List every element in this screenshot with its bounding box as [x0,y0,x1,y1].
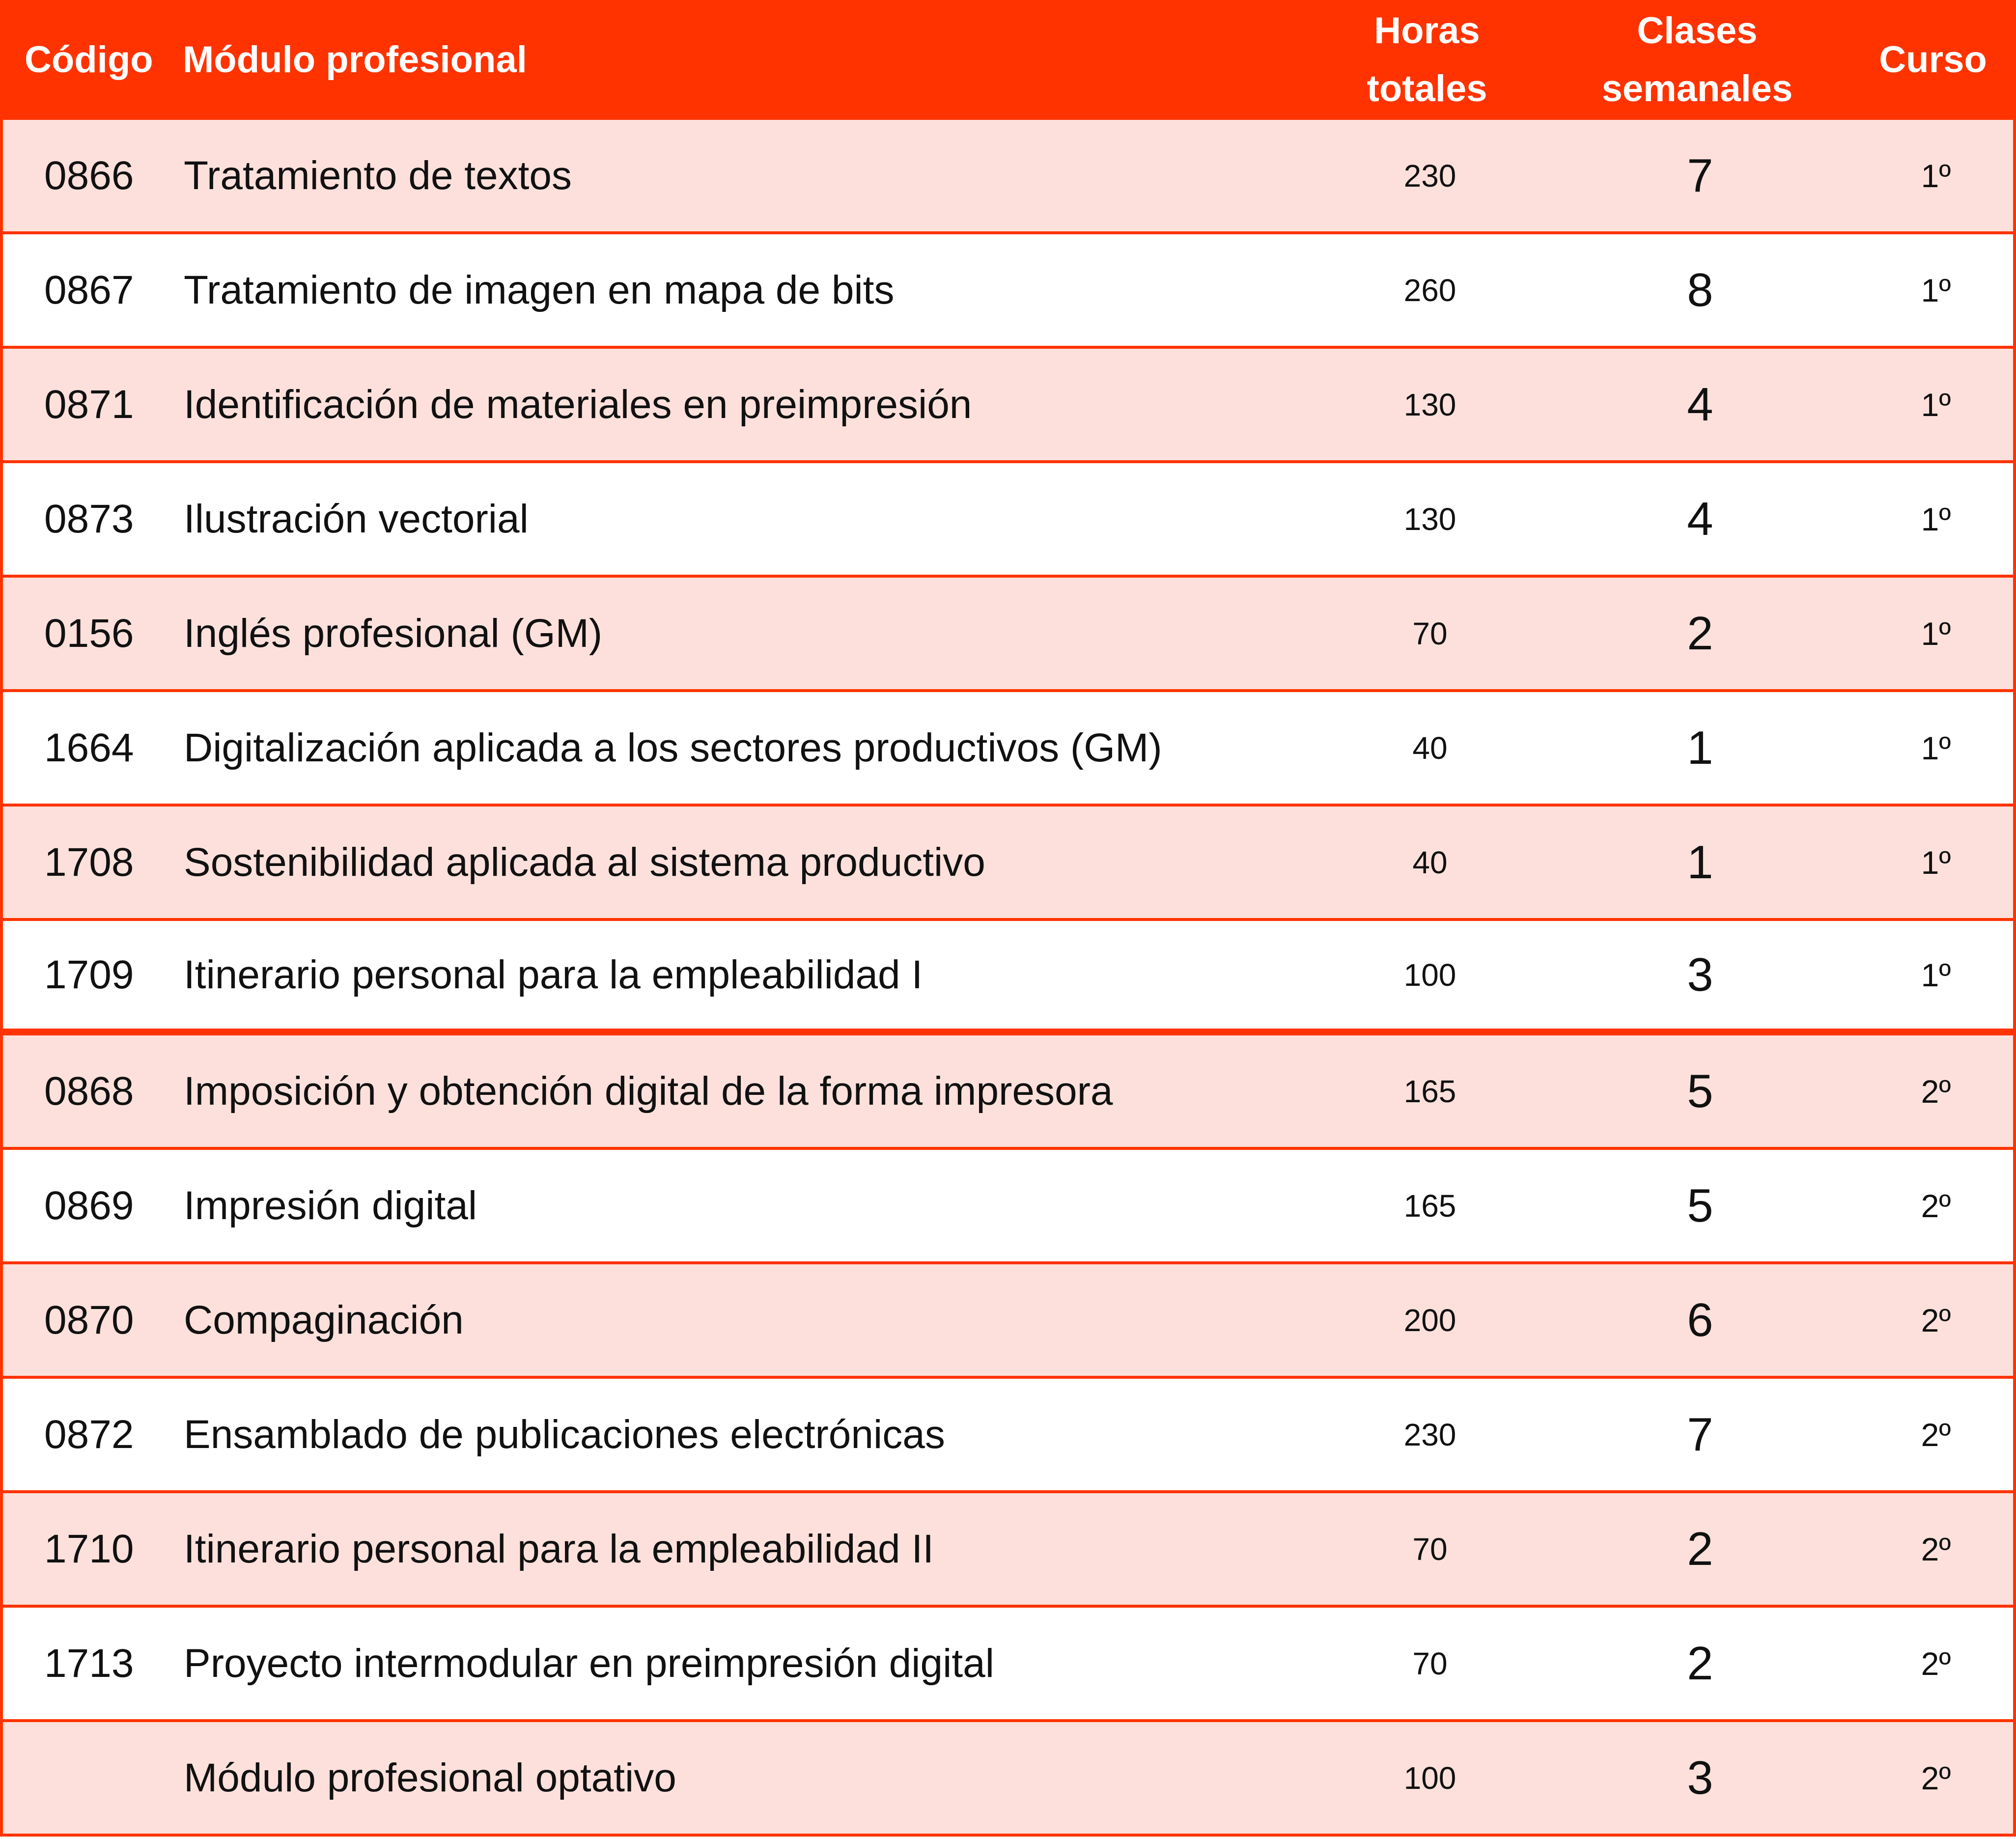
cell-course: 1º [1921,844,1951,881]
cell-module: Ilustración vectorial [184,496,529,541]
cell-module: Tratamiento de imagen en mapa de bits [184,267,895,312]
cell-module: Itinerario personal para la empleabilidad I [184,952,923,997]
cell-course: 2º [1921,1187,1951,1224]
table-row [0,1722,2016,1837]
table-body [0,120,2016,1837]
cell-module: Impresión digital [184,1183,477,1228]
cell-code: 1709 [44,952,134,997]
cell-code: 1664 [44,725,134,770]
cell-hours: 70 [1412,1531,1448,1567]
cell-code: 0866 [44,153,134,198]
cell-course: 1º [1921,729,1951,766]
cell-course: 1º [1921,157,1951,194]
cell-code: 0872 [44,1412,134,1457]
cell-hours: 200 [1403,1302,1456,1338]
cell-classes: 8 [1687,263,1713,316]
cell-module: Compaginación [184,1297,464,1342]
cell-hours: 260 [1403,272,1456,308]
cell-course: 1º [1921,501,1951,537]
cell-classes: 2 [1687,607,1713,660]
cell-hours: 130 [1403,501,1456,537]
cell-course: 2º [1921,1645,1951,1682]
cell-module: Itinerario personal para la empleabilidad II [184,1526,934,1571]
header-course: Curso [1879,39,1987,81]
cell-course: 2º [1921,1416,1951,1453]
cell-classes: 6 [1687,1293,1713,1346]
cell-hours: 40 [1412,844,1448,880]
header-code: Código [25,39,153,81]
cell-code: 1710 [44,1526,134,1571]
cell-hours: 165 [1403,1073,1456,1109]
table-row [0,578,2016,692]
table-row [0,921,2016,1035]
cell-classes: 3 [1687,1751,1713,1804]
cell-classes: 5 [1687,1179,1713,1232]
cell-code [44,1722,182,1834]
cell-hours: 230 [1403,158,1456,194]
header-hours-line2: totales [1367,68,1487,110]
table-row [0,1608,2016,1722]
cell-course: 1º [1921,386,1951,423]
cell-code: 1708 [44,839,134,885]
table-row [0,1379,2016,1493]
header-hours-line1: Horas [1374,10,1480,52]
cell-module: Módulo profesional optativo [184,1755,676,1800]
cell-module: Imposición y obtención digital de la forma impresora [184,1068,1113,1114]
cell-course: 2º [1921,1073,1951,1110]
cell-code: 0869 [44,1183,134,1228]
table-row [0,349,2016,463]
cell-course: 1º [1921,956,1951,993]
cell-code: 0870 [44,1297,134,1342]
cell-code: 0871 [44,382,134,427]
cell-hours: 230 [1403,1417,1456,1452]
cell-course: 2º [1921,1531,1951,1567]
cell-code: 0873 [44,496,134,541]
table-row [0,692,2016,807]
table-row [0,1150,2016,1264]
cell-hours: 130 [1403,387,1456,422]
table-row [0,1264,2016,1379]
table-row [0,1035,2016,1150]
cell-course: 1º [1921,272,1951,308]
cell-classes: 3 [1687,948,1713,1001]
cell-hours: 40 [1412,730,1448,766]
cell-classes: 2 [1687,1637,1713,1690]
header-hours [1316,0,1538,120]
cell-code: 0156 [44,611,134,656]
cell-hours: 165 [1403,1188,1456,1224]
cell-module: Proyecto intermodular en preimpresión digital [184,1641,994,1686]
table-row [0,807,2016,921]
table-row [0,234,2016,349]
cell-code: 0867 [44,267,134,312]
cell-hours: 100 [1403,1760,1456,1796]
header-classes [1567,0,1827,120]
cell-classes: 1 [1687,836,1713,889]
cell-classes: 7 [1687,149,1713,202]
cell-classes: 1 [1687,721,1713,774]
cell-hours: 100 [1403,957,1456,993]
cell-classes: 4 [1687,378,1713,431]
cell-hours: 70 [1412,615,1448,651]
cell-hours: 70 [1412,1645,1448,1681]
cell-module: Identificación de materiales en preimpresión [184,382,972,427]
table-row [0,463,2016,578]
header-module: Módulo profesional [183,39,527,81]
cell-classes: 7 [1687,1408,1713,1461]
cell-classes: 2 [1687,1522,1713,1575]
cell-module: Inglés profesional (GM) [184,611,603,656]
table-row [0,1493,2016,1608]
cell-course: 1º [1921,615,1951,652]
cell-module: Digitalización aplicada a los sectores productivos (GM) [184,725,1162,770]
cell-module: Ensamblado de publicaciones electrónicas [184,1412,945,1457]
cell-course: 2º [1921,1759,1951,1796]
cell-classes: 5 [1687,1064,1713,1117]
table-header [0,0,2016,120]
cell-module: Tratamiento de textos [184,153,572,198]
cell-code: 1713 [44,1641,134,1686]
cell-module: Sostenibilidad aplicada al sistema productivo [184,839,985,885]
header-classes-line1: Clases [1637,10,1758,52]
cell-classes: 4 [1687,492,1713,545]
header-classes-line2: semanales [1601,68,1793,110]
cell-course: 2º [1921,1302,1951,1338]
cell-code: 0868 [44,1068,134,1114]
table-row [0,120,2016,234]
